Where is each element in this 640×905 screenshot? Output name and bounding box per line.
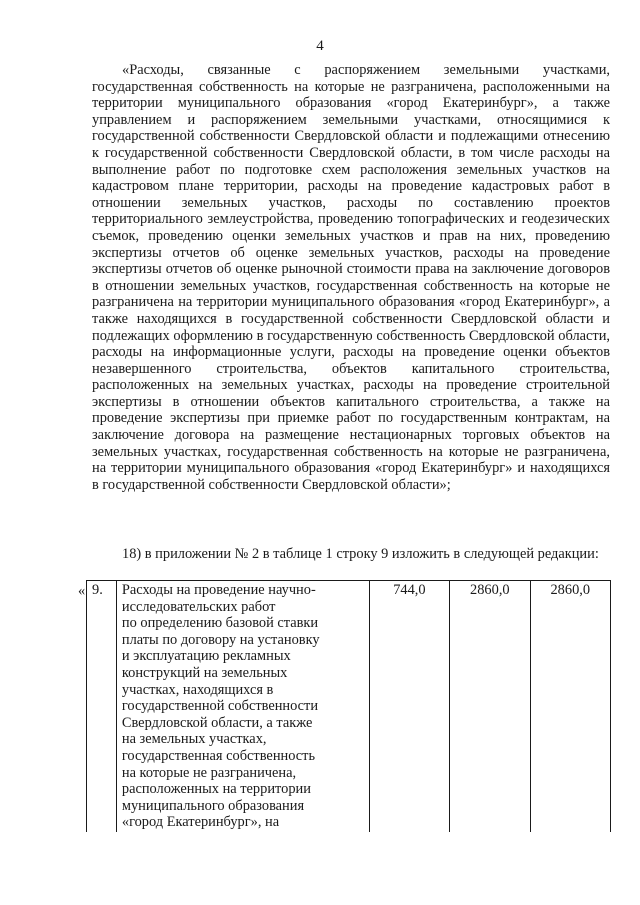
description-line: исследовательских работ [121,598,276,615]
page-number: 4 [316,38,324,54]
description-line: расположенных на территории [121,781,311,798]
value-cell-3: 2860,0 [530,581,610,832]
description-line: государственная собственность [121,747,316,764]
description-line: и эксплуатацию рекламных [121,648,291,665]
description-line: Расходы на проведение научно- [121,582,316,598]
description-line: на земельных участках, [121,731,267,748]
description-line: на которые не разграничена, [121,764,297,781]
description-line: «город Екатеринбург», на [121,814,280,831]
value-cell-1: 744,0 [369,581,449,832]
row-description-cell [116,581,369,832]
table-row [87,581,611,832]
description-line: муниципального образования [121,797,305,814]
description-line: Свердловской области, а также [121,714,313,731]
description-line: платы по договору на установку [121,631,320,648]
description-line: государственной собственности [121,698,319,715]
amendment-paragraph [92,62,610,493]
value-cell-2: 2860,0 [450,581,530,832]
table-opening-quote: « [78,583,86,599]
description-line: участках, находящихся в [121,681,274,698]
description-line: конструкций на земельных [121,664,288,681]
description-line: по определению базовой ставки [121,615,319,632]
budget-table [86,580,611,832]
paragraph-text: «Расходы, связанные с распоряжением земельными участками, государственная собственность на которые не разграничена, расположенными на территории муниципального образования «город Екатеринбург», а также управлением и распоряжением земельными участками, относящимися к государственной собственности Свердловской области и подлежащими отнесению к государственной собственности Свердловской области, в том числе расходы на выполнение работ по подготовке схем расположения земельных участков на кадастровом плане территории, расходы на проведение кадастровых работ в отношении земельных участков, расходы по составлению проектов территориального землеустройства, проведению топографических и геодезических съемок, проведению оценки земельных участков и прав на них, проведению экспертизы отчетов об оценке земельных участков, расходы на проведение экспертизы отчетов об оценке рыночной стоимости права на заключение договоров в отношении земельных участков, государственная собственность на которые не разграничена на территории муниципального образования «город Екатеринбург», а также находящихся в государственной собственности Свердловской области и подлежащих оформлению в государственную собственность Свердловской области, расходы на информационные услуги, расходы на проведение оценки объектов незавершенного строительства, объектов капитального строительства, расположенных на земельных участках, расходы на проведение строительной экспертизы в отношении объектов капитального строительства, а также на проведение экспертизы при приемке работ по государственным контрактам, на заключение договора на размещение нестационарных торговых объектов на земельных участках, государственная собственность на которые не разграничена, на территории муниципального образования «город Екатеринбург» и находящихся в государственной собственности Свердловской области»; [92,62,610,493]
item-18-text: 18) в приложении № 2 в таблице 1 строку 9 изложить в следующей редакции: [122,546,599,562]
row-number-cell: 9. [87,581,117,832]
